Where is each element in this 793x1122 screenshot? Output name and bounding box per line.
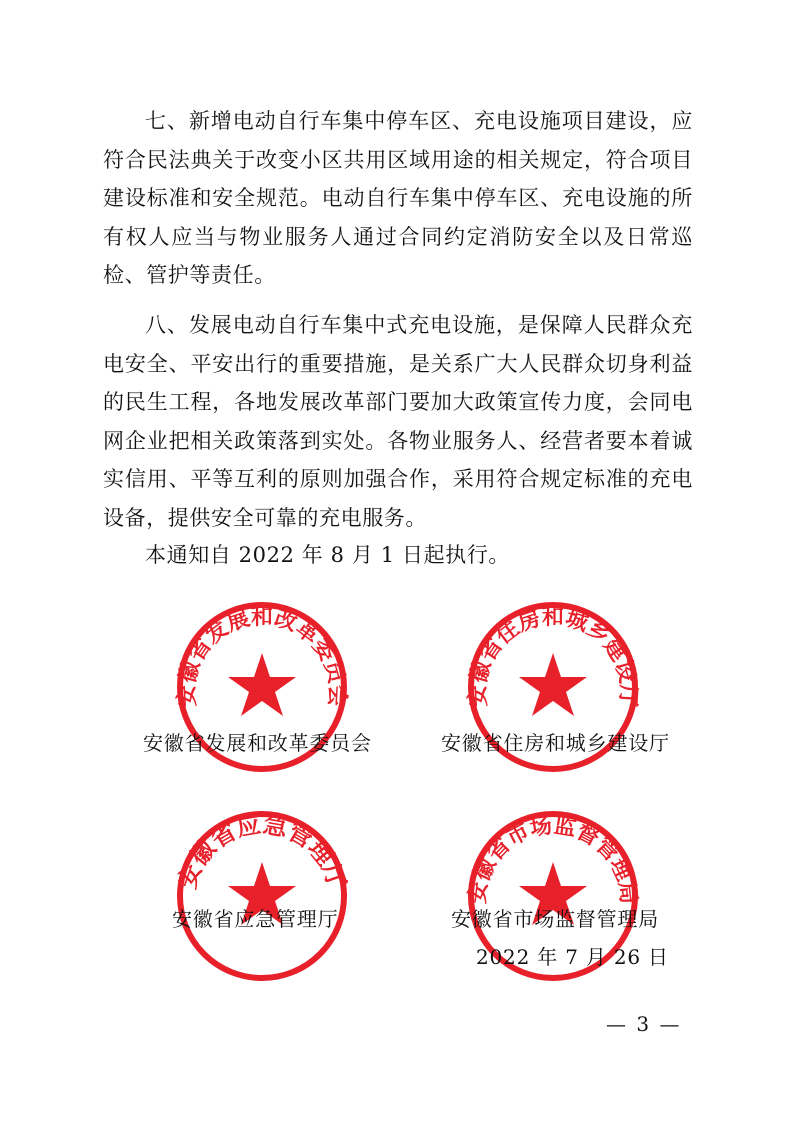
page-number: — 3 — bbox=[606, 1012, 682, 1036]
svg-text:安徽省住房和城乡建设厅: 安徽省住房和城乡建设厅 bbox=[465, 605, 641, 708]
paragraph-article-8: 八、发展电动自行车集中式充电设施，是保障人民群众充电安全、平安出行的重要措施，是关系广大人民群众切身利益的民生工程，各地发展改革部门要加大政策宣传力度，会同电网企业把相关政策落到实处。各物业服务人、经营者要本着诚实信用、平等互利的原则加强合作，采用符合规定标准的充电设备，提供安全可靠的充电服务。 bbox=[103, 313, 693, 530]
svg-text:安徽省市场监督管理局: 安徽省市场监督管理局 bbox=[465, 813, 641, 906]
paragraph-effective-date: 本通知自 2022 年 8 月 1 日起执行。 bbox=[145, 543, 511, 567]
svg-text:安徽省发展和改革委员会: 安徽省发展和改革委员会 bbox=[174, 605, 350, 708]
seal-emergency-stamp-icon bbox=[172, 806, 352, 986]
signature-housing: 安徽省住房和城乡建设厅 bbox=[441, 731, 670, 755]
paragraph-article-7: 七、新增电动自行车集中停车区、充电设施项目建设，应符合民法典关于改变小区共用区域用途的相关规定，符合项目建设标准和安全规范。电动自行车集中停车区、充电设施的所有权人应当与物业服务人通过合同约定消防安全以及日常巡检、管护等责任。 bbox=[103, 109, 693, 288]
svg-text:安徽省应急管理厅: 安徽省应急管理厅 bbox=[173, 810, 351, 893]
signature-emergency: 安徽省应急管理厅 bbox=[172, 907, 339, 931]
signature-market: 安徽省市场监督管理局 bbox=[451, 907, 659, 931]
signature-drc: 安徽省发展和改革委员会 bbox=[143, 731, 372, 755]
issue-date: 2022 年 7 月 26 日 bbox=[476, 945, 669, 969]
